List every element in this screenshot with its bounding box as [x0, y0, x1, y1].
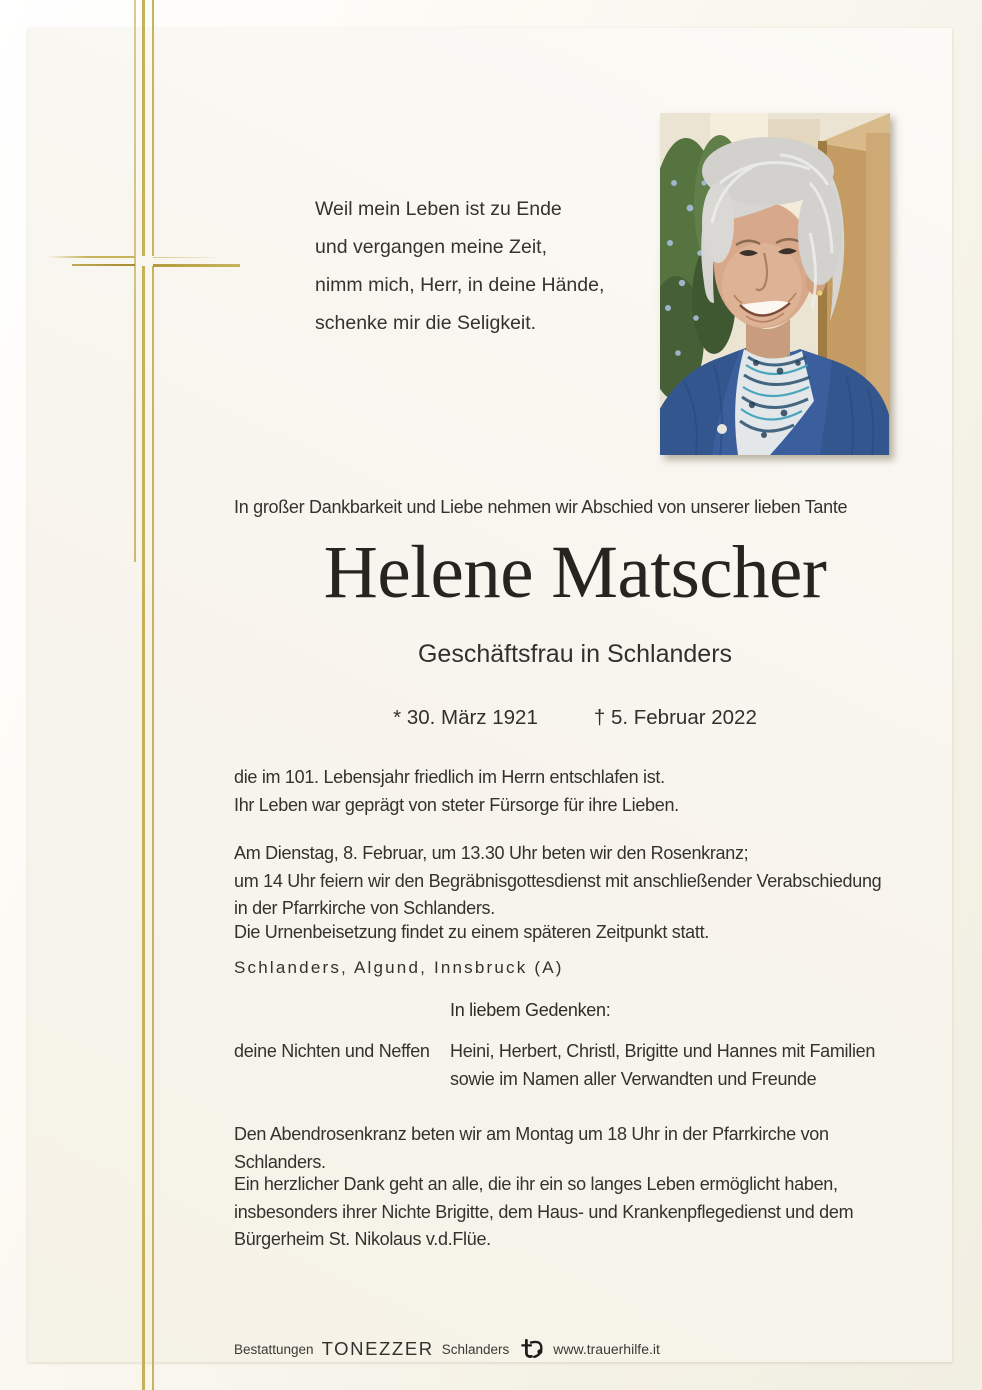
evening-rosary-notice: Den Abendrosenkranz beten wir am Montag um 18 Uhr in der Pfarrkirche von Schlanders. [234, 1124, 829, 1172]
thanks-paragraph [234, 1171, 916, 1254]
mourners-label: deine Nichten und Neffen [234, 1041, 430, 1061]
mourners-names [450, 1038, 875, 1093]
cross-vertical-line-right-upper [152, 0, 155, 256]
passing-paragraph [234, 764, 916, 819]
funeral-service-paragraph [234, 840, 916, 923]
passing-line: Ihr Leben war geprägt von steter Fürsorge für ihre Lieben. [234, 794, 679, 815]
mourners-line: Heini, Herbert, Christl, Brigitte und Hannes mit Familien [450, 1041, 876, 1061]
urn-notice: Die Urnenbeisetzung findet zu einem späteren Zeitpunkt statt. [234, 922, 709, 942]
cross-arm-upper-right [153, 257, 215, 259]
website-link[interactable]: www.trauerhilfe.it [553, 1341, 660, 1357]
passing-line: die im 101. Lebensjahr friedlich im Herrn entschlafen ist. [234, 767, 665, 787]
death-date: † 5. Februar 2022 [593, 706, 757, 729]
poem [315, 190, 604, 342]
funeral-service-line: um 14 Uhr feiern wir den Begräbnisgottesdienst mit anschließender Verabschiedung [234, 870, 882, 891]
funeral-home-prefix: Bestattungen [234, 1341, 314, 1357]
funeral-home-location: Schlanders [441, 1341, 510, 1357]
funeral-service-line: Am Dienstag, 8. Februar, um 13.30 Uhr beten wir den Rosenkranz; [234, 843, 749, 863]
thanks-line: Ein herzlicher Dank geht an alle, die ihr ein so langes Leben ermöglicht haben, [234, 1174, 838, 1194]
cross-vertical-line-right-lower [152, 266, 155, 1390]
mourning-places: Schlanders, Algund, Innsbruck (A) [234, 958, 564, 977]
memory-heading: In liebem Gedenken: [450, 1000, 611, 1020]
cross-arm-upper-left [47, 256, 135, 258]
cross-arm-lower-left [72, 264, 135, 266]
portrait-photo-illustration [660, 113, 890, 455]
poem-line: Weil mein Leben ist zu Ende [315, 198, 562, 220]
cross-vertical-thin-line [134, 0, 136, 562]
trauerhilfe-logo-icon [519, 1339, 543, 1360]
funeral-service-line: in der Pfarrkirche von Schlanders. [234, 898, 495, 918]
cross-vertical-line-left-upper [142, 0, 145, 256]
poem-line: nimm mich, Herr, in deine Hände, [315, 274, 605, 296]
intro-line: In großer Dankbarkeit und Liebe nehmen wir Abschied von unserer lieben Tante [234, 497, 848, 517]
thanks-line: Bürgerheim St. Nikolaus v.d.Flüe. [234, 1229, 491, 1249]
footer [234, 1337, 660, 1361]
portrait-photo [660, 113, 890, 455]
life-dates [234, 706, 916, 730]
poem-line: schenke mir die Seligkeit. [315, 312, 537, 334]
cross-arm-lower-right [153, 264, 240, 267]
deceased-name: Helene Matscher [323, 531, 827, 614]
thanks-line: insbesonders ihrer Nichte Brigitte, dem Haus- und Krankenpflegedienst und dem [234, 1201, 854, 1222]
mourners-line: sowie im Namen aller Verwandten und Freunde [450, 1068, 817, 1089]
deceased-role: Geschäftsfrau in Schlanders [417, 640, 733, 668]
funeral-home-name: TONEZZER [321, 1338, 434, 1359]
mourners-row [234, 1038, 916, 1093]
birth-date: * 30. März 1921 [393, 706, 538, 729]
cross-vertical-line-left-lower [142, 266, 145, 1390]
poem-line: und vergangen meine Zeit, [315, 236, 547, 258]
